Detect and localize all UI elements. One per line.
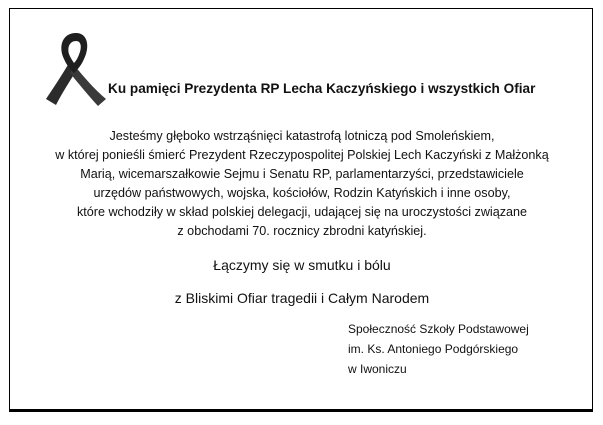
condolence-card: [9, 8, 593, 412]
condolence-line-1: Łączymy się w smutku i bólu: [213, 257, 391, 273]
signature-line: im. Ks. Antoniego Podgórskiego: [348, 342, 519, 356]
message-line: które wchodziły w skład polskiej delegacji, udającej się na uroczystości związane: [76, 205, 528, 219]
signature-block: [348, 319, 529, 379]
message-line: w której ponieśli śmierć Prezydent Rzeczypospolitej Polskiej Lech Kaczyński z Małżonką: [55, 148, 549, 162]
message-line: Marią, wicemarszałkowie Sejmu i Senatu RP, parlamentarzyści, przedstawiciele: [80, 167, 524, 181]
message-line: z obchodami 70. rocznicy zbrodni katyńskiej.: [177, 224, 427, 238]
condolence-line-2: z Bliskimi Ofiar tragedii i Całym Narodem: [174, 290, 430, 306]
message-line: Jesteśmy głęboko wstrząśnięci katastrofą lotniczą pod Smoleńskiem,: [109, 129, 495, 143]
signature-line: w Iwoniczu: [348, 362, 407, 376]
signature-line: Społeczność Szkoły Podstawowej: [348, 322, 529, 336]
condolence-message: [10, 127, 594, 241]
memorial-title: Ku pamięci Prezydenta RP Lecha Kaczyńskiego i wszystkich Ofiar: [108, 81, 536, 96]
message-line: urzędów państwowych, wojska, kościołów, Rodzin Katyńskich i inne osoby,: [93, 186, 511, 200]
mourning-ribbon-icon: [40, 29, 112, 107]
